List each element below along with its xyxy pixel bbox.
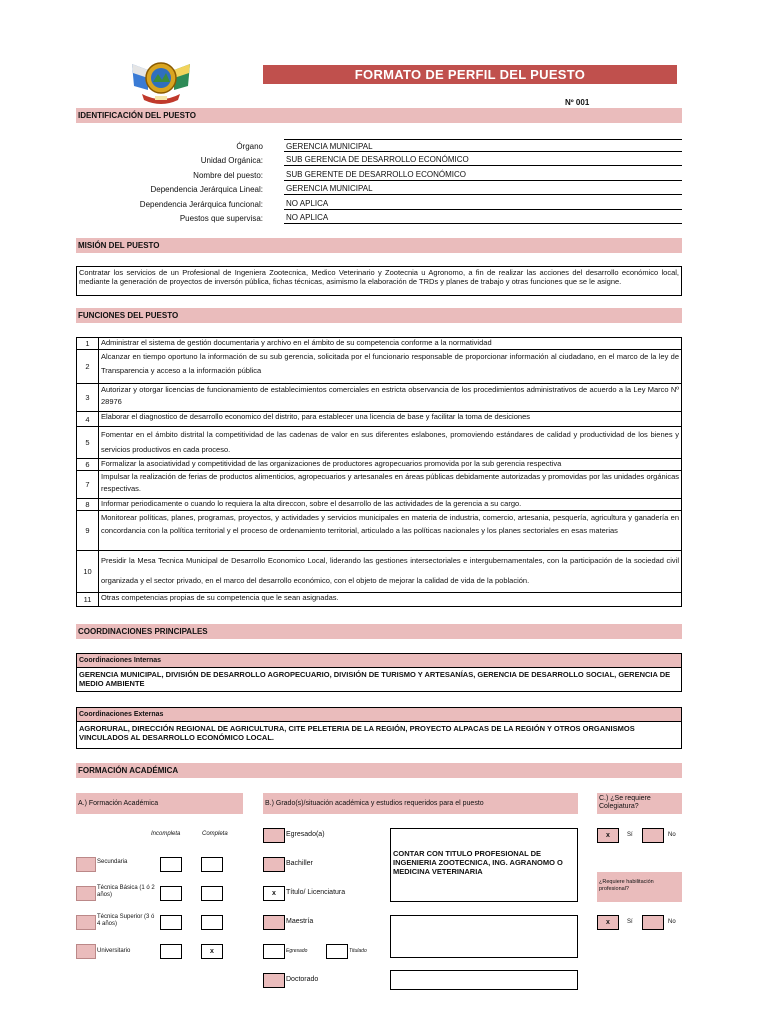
table-row	[77, 427, 682, 459]
row-text: Monitorear políticas, planes, programas, proyectos, y actividades y servicios municipales en materia de industria, comercio, artesania, pesquería, agricultura y ganadería en concordancia con la política territorial y el proceso de ordenamiento territorial, articulado a las políticas nacionales y los planes sectoriales en esas materias	[99, 511, 682, 551]
value-nombre-puesto: SUB GERENTE DE DESARROLLO ECONÓMICO	[284, 168, 682, 181]
coordinaciones-internas-text: GERENCIA MUNICIPAL, DIVISIÓN DE DESARROLLO AGROPECUARIO, DIVISIÓN DE TURISMO Y ARTESANÍAS, GERENCIA DE DESARROLLO SOCIAL, GERENCIA DE MEDIO AMBIENTE	[76, 668, 682, 692]
mision-text: Contratar los servicios de un Profesional de Ingeniera Zootecnica, Medico Veterinario y Zootecnia u Agronomo, a fin de realizar las acciones del desarrollo económico local, mediante la generación de proyectos de inversón pública, fichas técnicas, asimismo la elaboración de TRDs y planes de trabajo y otras funciones que se le asigne.	[76, 266, 682, 296]
habilitacion-label: ¿Requiere habilitación profesional?	[597, 872, 682, 902]
coordinaciones-externas-label: Coordinaciones Externas	[76, 707, 682, 722]
row-number: 6	[77, 459, 99, 471]
table-row	[77, 338, 682, 350]
coordinaciones-externas-text: AGRORURAL, DIRECCIÓN REGIONAL DE AGRICULTURA, CITE PELETERIA DE LA REGIÓN, PROYECTO ALPACAS DE LA REGIÓN Y OTROS ORGANISMOS VINCULADOS AL DESARROLLO ECONÓMICO LOCAL.	[76, 722, 682, 749]
grado-maestria-label: Maestría	[286, 918, 314, 925]
requisito-doctorado-box	[390, 970, 578, 990]
value-puestos-supervisa: NO APLICA	[284, 211, 682, 224]
row-text: Informar periodicamente o cuando lo requiera la alta direccon, sobre el desarrollo de las actividades de la gerencia a su cargo.	[99, 499, 682, 511]
incompleta-header: Incompleta	[151, 831, 181, 837]
section-formacion: FORMACIÓN ACADÉMICA	[76, 763, 682, 778]
page-title: FORMATO DE PERFIL DEL PUESTO	[263, 65, 677, 84]
section-coordinaciones: COORDINACIONES PRINCIPALES	[76, 624, 682, 639]
completa-header: Completa	[202, 831, 228, 837]
colegiatura-si-checkbox[interactable]: x	[597, 828, 619, 843]
nivel-marker	[76, 857, 96, 872]
row-number: 5	[77, 427, 99, 459]
value-organo: GERENCIA MUNICIPAL	[284, 139, 682, 152]
label-nombre-puesto: Nombre del puesto:	[193, 171, 263, 180]
municipal-coat-of-arms-icon	[128, 56, 194, 108]
formacion-c-label: C.) ¿Se requiere Colegiatura?	[597, 793, 682, 814]
row-text: Fomentar en el ámbito distrital la competitividad de las cadenas de valor en sus diferentes eslabones, promoviendo estándares de calidad y productividad de los bienes y servicios productivos en cada proceso.	[99, 427, 682, 459]
row-number: 7	[77, 471, 99, 499]
row-number: 11	[77, 593, 99, 607]
table-row	[77, 499, 682, 511]
nivel-secundaria-label: Secundaria	[97, 859, 128, 865]
egresado-checkbox[interactable]	[263, 828, 285, 843]
egresado-label: Egresado	[286, 948, 308, 954]
funciones-table	[76, 337, 682, 607]
section-mision: MISIÓN DEL PUESTO	[76, 238, 682, 253]
row-number: 3	[77, 384, 99, 412]
nivel-marker	[76, 886, 96, 901]
label-dependencia-funcional: Dependencia Jerárquica funcional:	[139, 200, 263, 209]
tecnica-superior-incompleta-checkbox[interactable]	[160, 915, 182, 930]
section-identificacion: IDENTIFICACIÓN DEL PUESTO	[76, 108, 682, 123]
table-row	[77, 350, 682, 384]
table-row	[77, 551, 682, 593]
row-text: Impulsar la realización de ferias de productos alimenticios, agropecuarios y artesanales en áreas públicas debidamente autorizadas y promovidas por las unidades orgánicas respectivas.	[99, 471, 682, 499]
row-number: 9	[77, 511, 99, 551]
grado-titulo-label: Título/ Licenciatura	[286, 889, 346, 896]
grado-egresado-label: Egresado(a)	[286, 831, 325, 838]
colegiatura-si-label: Sí	[627, 832, 633, 838]
colegiatura-no-label: No	[668, 832, 676, 838]
row-number: 1	[77, 338, 99, 350]
nivel-universitario-label: Universitario	[97, 948, 131, 954]
label-puestos-supervisa: Puestos que supervisa:	[179, 214, 263, 223]
value-unidad-organica: SUB GERENCIA DE DESARROLLO ECONÓMICO	[284, 153, 682, 166]
row-text: Presidir la Mesa Tecnica Municipal de Desarrollo Economico Local, liderando las gestiones intersectoriales e intergubernamentales, con la participación de la sociedad civil organizada y el sector privado, en el marco del desarrollo económico, con el objeto de mejorar la calidad de vida de la población.	[99, 551, 682, 593]
table-row	[77, 384, 682, 412]
row-text: Autorizar y otorgar licencias de funcionamiento de establecimientos comerciales en estricta observancia de los procedimientos administrativos de acuerdo a la Ley Marco Nº 28976	[99, 384, 682, 412]
habilitacion-si-label: Sí	[627, 919, 633, 925]
secundaria-incompleta-checkbox[interactable]	[160, 857, 182, 872]
requisito-maestria-box	[390, 915, 578, 958]
row-number: 2	[77, 350, 99, 384]
table-row	[77, 459, 682, 471]
nivel-marker	[76, 915, 96, 930]
row-number: 10	[77, 551, 99, 593]
titulo-checkbox[interactable]: x	[263, 886, 285, 901]
nivel-tecnica-basica-label: Técnica Básica (1 ó 2 años)	[97, 885, 155, 898]
nivel-marker	[76, 944, 96, 959]
tecnica-basica-completa-checkbox[interactable]	[201, 886, 223, 901]
row-text: Formalizar la asociatividad y competitividad de las organizaciones de productores agropecuarios promovida por la sub gerencia respectiva	[99, 459, 682, 471]
universitario-completa-checkbox[interactable]: x	[201, 944, 223, 959]
table-row	[77, 511, 682, 551]
maestria-titulado-checkbox[interactable]	[326, 944, 348, 959]
habilitacion-no-checkbox[interactable]	[642, 915, 664, 930]
table-row	[77, 471, 682, 499]
colegiatura-no-checkbox[interactable]	[642, 828, 664, 843]
row-number: 8	[77, 499, 99, 511]
table-row	[77, 593, 682, 607]
bachiller-checkbox[interactable]	[263, 857, 285, 872]
formacion-a-label: A.) Formación Académica	[76, 793, 243, 814]
coordinaciones-internas-label: Coordinaciones Internas	[76, 653, 682, 668]
doctorado-checkbox[interactable]	[263, 973, 285, 988]
row-text: Otras competencias propias de su competencia que le sean asignadas.	[99, 593, 682, 607]
row-text: Elaborar el diagnostico de desarrollo economico del distrito, para establecer una licencia de base y facilitar la toma de desiciones	[99, 412, 682, 427]
grado-bachiller-label: Bachiller	[286, 860, 313, 867]
titulado-label: Titulado	[349, 948, 367, 954]
maestria-egresado-checkbox[interactable]	[263, 944, 285, 959]
label-dependencia-lineal: Dependencia Jerárquica Lineal:	[150, 185, 263, 194]
document-number: Nº 001	[565, 98, 590, 107]
requisito-text: CONTAR CON TITULO PROFESIONAL DE INGENIERIA ZOOTECNICA, ING. AGRANOMO O MEDICINA VETERINARIA	[390, 828, 578, 902]
nivel-tecnica-superior-label: Técnica Superior (3 ó 4 años)	[97, 914, 155, 927]
maestria-checkbox[interactable]	[263, 915, 285, 930]
label-organo: Órgano	[236, 142, 263, 151]
tecnica-superior-completa-checkbox[interactable]	[201, 915, 223, 930]
grado-doctorado-label: Doctorado	[286, 976, 319, 983]
value-dependencia-funcional: NO APLICA	[284, 197, 682, 210]
table-row	[77, 412, 682, 427]
label-unidad-organica: Unidad Orgánica:	[200, 156, 263, 165]
secundaria-completa-checkbox[interactable]	[201, 857, 223, 872]
universitario-incompleta-checkbox[interactable]	[160, 944, 182, 959]
formacion-b-label: B.) Grado(s)/situación académica y estudios requeridos para el puesto	[263, 793, 578, 814]
habilitacion-no-label: No	[668, 919, 676, 925]
row-text: Alcanzar en tiempo oportuno la información de su sub gerencia, solicitada por el funcionario responsable de proporcionar información al ciudadano, en el marco de la ley de Transparencia y acceso a la información pública	[99, 350, 682, 384]
row-text: Administrar el sistema de gestión documentaria y archivo en el ámbito de su competencia conforme a la normatividad	[99, 338, 682, 350]
habilitacion-si-checkbox[interactable]: x	[597, 915, 619, 930]
value-dependencia-lineal: GERENCIA MUNICIPAL	[284, 182, 682, 195]
tecnica-basica-incompleta-checkbox[interactable]	[160, 886, 182, 901]
row-number: 4	[77, 412, 99, 427]
section-funciones: FUNCIONES DEL PUESTO	[76, 308, 682, 323]
